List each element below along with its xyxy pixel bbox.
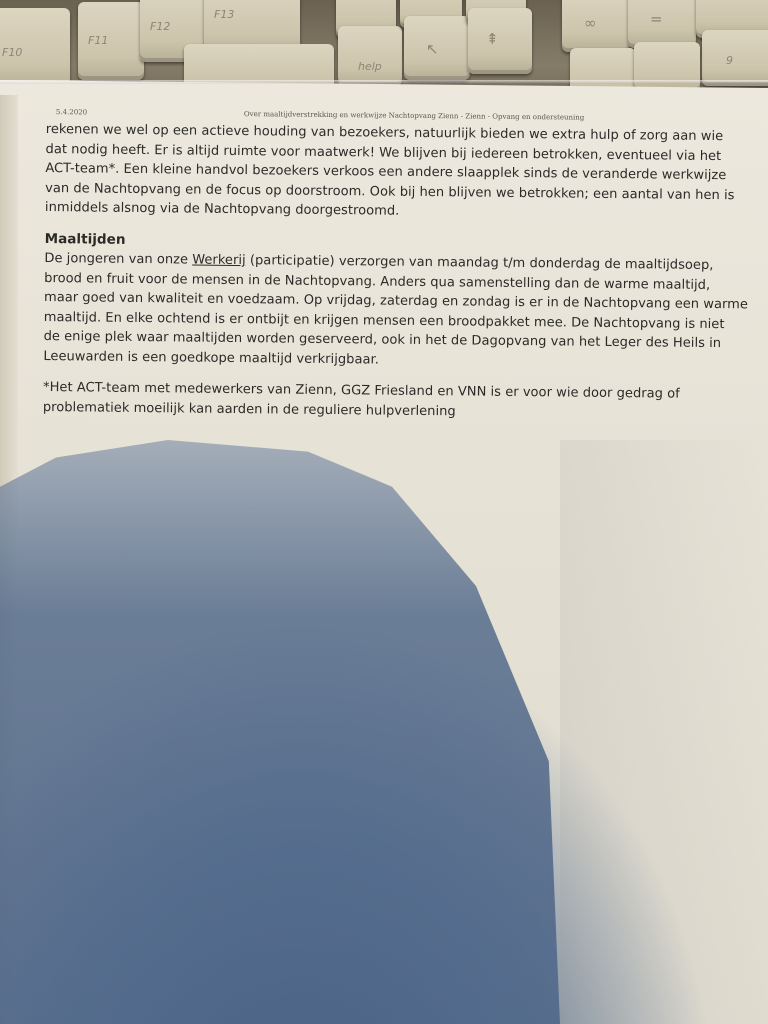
key-pageup [468,8,532,74]
key-clear [562,0,630,52]
key-equals [628,0,696,48]
key-label: F13 [214,8,235,21]
key-nine [702,30,768,86]
key-f11 [78,2,144,80]
paragraph-line: de enige plek waar maaltijden worden geserveerd, ook in het de Dagopvang van het Leger des Heils in [43,328,722,352]
footnote-line: *Het ACT-team met medewerkers van Zienn, GGZ Friesland en VNN is er voor wie door gedrag of [42,379,680,402]
key-row2-b [634,42,700,92]
footnote-line: problematiek moeilijk kan aarden in de reguliere hulpverlening [42,399,456,419]
key-label: ⇞ [486,30,499,48]
key-label: F10 [2,46,23,59]
paragraph-line: maar goed van kwaliteit en voedzaam. Op vrijdag, zaterdag en zondag is er in de Nachtopvang een warme [43,289,749,313]
werkerij-link[interactable]: Werkerij [192,252,246,269]
key-label: ↖ [426,40,439,58]
paragraph-line: dat nodig heeft. Er is altijd ruimte voor maatwerk! We blijven bij iedereen betrokken, eventueel via het [45,141,722,164]
key-label: F12 [150,20,171,33]
key-label: ∞ [584,14,597,32]
article-body [43,120,762,424]
paragraph-line: van de Nachtopvang en de focus op doorstroom. Ook bij hen blijven we betrokken; een aantal van hen is [45,180,735,203]
key-label: 9 [726,54,733,67]
page-edge [0,80,768,84]
paragraph-line: maaltijd. En elke ochtend is er ontbijt en krijgen mensen een broodpakket mee. De Nachtopvang is niet [43,309,725,332]
key-label: F11 [88,34,109,47]
page-content [43,108,762,424]
paragraph-line: brood en fruit voor de mensen in de Nachtopvang. Anders qua samenstelling dan de warme maaltijd, [44,270,711,293]
key-home [404,16,470,80]
text-fragment: (participatie) verzorgen van maandag t/m donderdag de maaltijdsoep, [245,253,714,273]
print-date: 5.4.2020 [55,108,88,117]
key-label: = [650,10,663,28]
section-heading: Maaltijden [44,230,126,248]
key-help [338,26,402,86]
text-fragment: De jongeren van onze [44,250,193,268]
light-area [560,440,768,1024]
paragraph-line: rekenen we wel op een actieve houding van bezoekers, natuurlijk bieden we extra hulp of zorg aan wie [45,121,724,145]
paragraph-line: Leeuwarden is een goedkope maaltijd verkrijgbaar. [43,348,380,367]
paragraph-line: inmiddels alsnog via de Nachtopvang doorgestroomd. [44,199,400,219]
paragraph-line: ACT-team*. Een kleine handvol bezoekers verkoos een andere slaapplek sinds de veranderde werkwijze [45,160,727,184]
print-title: Over maaltijdverstrekking en werkwijze Nachtopvang Zienn - Zienn - Opvang en ondersteuning [243,110,585,122]
key-label: help [358,60,382,73]
key-f10 [0,8,70,88]
